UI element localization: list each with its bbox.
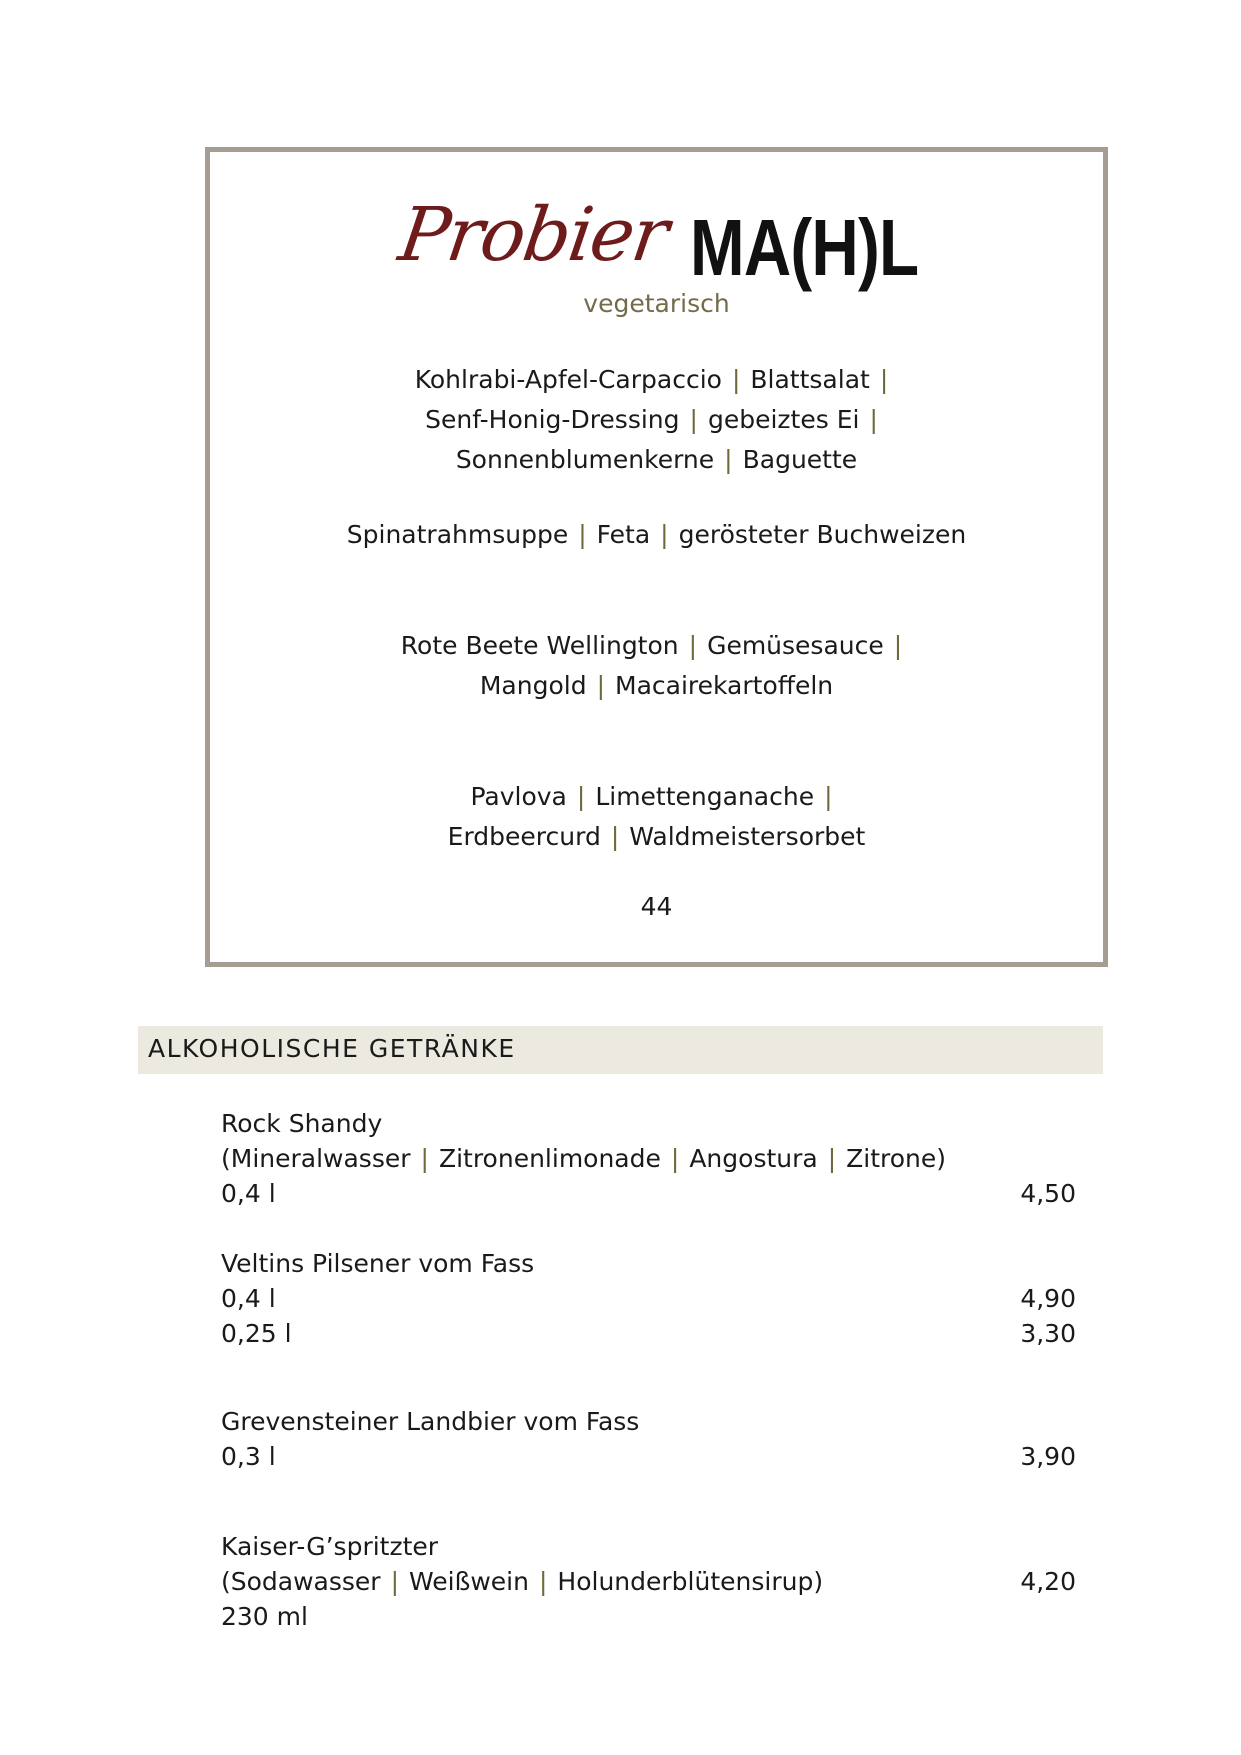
separator-bar: |: [390, 1567, 400, 1596]
dish-component: Macairekartoffeln: [615, 671, 834, 700]
drink-detail-row: [221, 1316, 1076, 1351]
menu-subtitle: vegetarisch: [583, 289, 730, 318]
drink-ingredient: Zitrone): [846, 1144, 947, 1173]
tasting-menu-card: [205, 147, 1108, 967]
drink-price: 3,30: [1020, 1319, 1076, 1348]
separator-bar: |: [827, 1144, 837, 1173]
drink-detail-row: [221, 1439, 1076, 1474]
course-line: [210, 626, 1103, 666]
drink-size: 0,25 l: [221, 1319, 292, 1348]
drink-name-row: [221, 1529, 1076, 1564]
drink-detail-row: [221, 1564, 1076, 1599]
dish-component: gebeiztes Ei: [707, 405, 860, 434]
course-main: [210, 626, 1103, 706]
separator-bar: |: [731, 365, 741, 394]
drink-size: 0,4 l: [221, 1284, 276, 1313]
drink-size: 230 ml: [221, 1602, 308, 1631]
drink-name: Grevensteiner Landbier vom Fass: [221, 1407, 640, 1436]
separator-bar: |: [893, 631, 903, 660]
drinks-list: [221, 1106, 1076, 1634]
drink-ingredient: Angostura: [689, 1144, 818, 1173]
logo-script-text: Probier: [393, 192, 672, 278]
separator-bar: |: [596, 671, 605, 700]
dish-component: Limettenganache: [595, 782, 815, 811]
course-line: [210, 400, 1103, 440]
drink-detail-row: [221, 1176, 1076, 1211]
dish-component: Spinatrahmsuppe: [346, 520, 569, 549]
separator-bar: |: [869, 405, 878, 434]
dish-component: Kohlrabi-Apfel-Carpaccio: [414, 365, 722, 394]
course-line: [210, 817, 1103, 857]
section-header-alcoholic-drinks: [138, 1026, 1103, 1074]
section-title: ALKOHOLISCHE GETRÄNKE: [148, 1034, 516, 1063]
drink-ingredient: Weißwein: [409, 1567, 529, 1596]
drink-item: [221, 1404, 1076, 1474]
drink-size: 0,3 l: [221, 1442, 276, 1471]
separator-bar: |: [688, 631, 698, 660]
course-line: [210, 360, 1103, 400]
drink-ingredient: (Mineralwasser: [221, 1144, 411, 1173]
course-dessert: [210, 777, 1103, 857]
drink-price: 4,50: [1020, 1179, 1076, 1208]
drink-ingredient: Holunderblütensirup): [557, 1567, 824, 1596]
separator-bar: |: [724, 445, 733, 474]
logo-bold-text: MA(H)L: [690, 203, 919, 292]
dish-component: Senf-Honig-Dressing: [425, 405, 680, 434]
separator-bar: |: [689, 405, 698, 434]
drink-detail-row: [221, 1141, 1076, 1176]
drink-price: 4,90: [1020, 1284, 1076, 1313]
dish-component: Blattsalat: [750, 365, 870, 394]
drink-name: Veltins Pilsener vom Fass: [221, 1249, 535, 1278]
probier-mahl-logo: [393, 190, 940, 292]
drink-name-row: [221, 1106, 1076, 1141]
drink-item: [221, 1246, 1076, 1351]
drink-price: 3,90: [1020, 1442, 1076, 1471]
drink-name-row: [221, 1246, 1076, 1281]
dish-component: Waldmeistersorbet: [629, 822, 866, 851]
separator-bar: |: [578, 520, 587, 549]
drink-price: 4,20: [1020, 1567, 1076, 1596]
drink-detail-row: [221, 1281, 1076, 1316]
separator-bar: |: [420, 1144, 429, 1173]
course-line: [210, 666, 1103, 706]
dish-component: Erdbeercurd: [447, 822, 601, 851]
menu-price: 44: [640, 892, 673, 921]
drink-name: Kaiser-G’spritzter: [221, 1532, 439, 1561]
separator-bar: |: [538, 1567, 548, 1596]
dish-component: Pavlova: [470, 782, 567, 811]
separator-bar: |: [670, 1144, 680, 1173]
drink-name: Rock Shandy: [221, 1109, 383, 1138]
dish-component: gerösteter Buchweizen: [678, 520, 967, 549]
dish-component: Gemüsesauce: [707, 631, 884, 660]
separator-bar: |: [879, 365, 889, 394]
course-soup: [210, 515, 1103, 555]
separator-bar: |: [576, 782, 586, 811]
course-starter: [210, 360, 1103, 480]
drink-detail-row: [221, 1599, 1076, 1634]
drink-item: [221, 1106, 1076, 1211]
separator-bar: |: [610, 822, 620, 851]
drink-name-row: [221, 1404, 1076, 1439]
course-line: [210, 515, 1103, 555]
course-line: [210, 777, 1103, 817]
course-line: [210, 440, 1103, 480]
dish-component: Sonnenblumenkerne: [455, 445, 715, 474]
dish-component: Baguette: [742, 445, 858, 474]
separator-bar: |: [660, 520, 669, 549]
drink-ingredient: (Sodawasser: [221, 1567, 381, 1596]
dish-component: Rote Beete Wellington: [400, 631, 679, 660]
drink-item: [221, 1529, 1076, 1634]
dish-component: Feta: [596, 520, 651, 549]
drink-size: 0,4 l: [221, 1179, 276, 1208]
dish-component: Mangold: [479, 671, 587, 700]
separator-bar: |: [824, 782, 833, 811]
drink-ingredient: Zitronenlimonade: [438, 1144, 661, 1173]
